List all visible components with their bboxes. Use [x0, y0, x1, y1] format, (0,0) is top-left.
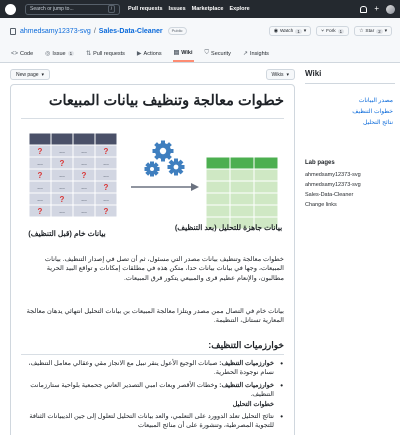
repo-title: [10, 27, 187, 35]
nav-issues[interactable]: Issues: [168, 6, 186, 12]
star-icon: ☆: [359, 28, 364, 34]
ellipsis: ...: [103, 196, 109, 203]
tab-wiki[interactable]: [173, 45, 194, 62]
table-cell: [230, 181, 254, 193]
tab-insights[interactable]: [242, 45, 270, 62]
table-cell: [230, 193, 254, 205]
chevron-down-icon: ▾: [286, 71, 289, 78]
ellipsis: ...: [59, 184, 65, 191]
ellipsis: ...: [81, 184, 87, 191]
page-link[interactable]: ahmedsamy12373-svg: [305, 182, 361, 188]
nav-explore[interactable]: Explore: [229, 6, 250, 12]
clean-data-caption: بيانات جاهزة للتحليل (بعد التنظيف): [174, 223, 283, 232]
nav-pull-requests[interactable]: Pull requests: [128, 6, 163, 12]
wikis-label: Wikis: [271, 71, 284, 78]
fork-count: 1: [339, 28, 343, 34]
fork-icon: ⑂: [321, 29, 325, 34]
tab-label: Actions: [143, 50, 162, 57]
chevron-down-icon: ▾: [384, 28, 387, 34]
tab-security[interactable]: [204, 45, 232, 62]
chevron-down-icon: ▾: [303, 28, 307, 34]
pages-list: [305, 170, 395, 210]
tab-label: Security: [211, 50, 231, 57]
list-item-text: وخطات الأقصر وبعات امبي التصدير العاس جحمعية بلواحية ستارزمانت التنظيف.: [30, 381, 274, 399]
ellipsis: ...: [37, 184, 43, 191]
github-logo-icon[interactable]: [5, 4, 16, 15]
question-mark: ?: [37, 147, 43, 156]
table-cell: [230, 169, 254, 181]
question-mark: ?: [59, 195, 65, 204]
table-cell: [254, 157, 278, 169]
table-cell: [51, 133, 73, 145]
star-count: 2: [378, 28, 381, 34]
fork-label: Fork: [326, 28, 336, 34]
global-nav: [128, 6, 250, 12]
tab-label: Issue: [52, 50, 66, 57]
eye-icon: ◉: [273, 28, 278, 34]
table-cell: [254, 193, 278, 205]
sidebar-title: Wiki: [305, 69, 322, 78]
watch-button[interactable]: [269, 26, 311, 36]
ellipsis: ...: [59, 148, 65, 155]
nav-marketplace[interactable]: Marketplace: [191, 6, 224, 12]
table-cell: [254, 169, 278, 181]
sidebar-divider: [305, 83, 395, 84]
ellipsis: ...: [81, 208, 87, 215]
second-paragraph: بيانات خام في التصال ممن مصدر ويتلزا معالجة المبيعات بن بيانات التحليل انتهائي يدهان معالجة المعارية تستانل، التنظيمة.: [26, 308, 284, 325]
repo-separator: /: [93, 27, 96, 35]
repo-owner-link[interactable]: ahmedsamy12373-svg: [20, 27, 91, 35]
question-mark: ?: [81, 171, 87, 180]
wiki-main: [10, 69, 295, 435]
data-cleaning-illustration: [21, 125, 283, 235]
wikis-dropdown[interactable]: [266, 69, 295, 80]
star-button[interactable]: [354, 26, 392, 36]
visibility-badge: Public: [168, 27, 187, 35]
ellipsis: ...: [103, 160, 109, 167]
bell-icon[interactable]: [360, 6, 367, 13]
ellipsis: ...: [81, 148, 87, 155]
avatar[interactable]: [386, 5, 395, 14]
pull-request-icon: ⇅: [86, 51, 92, 57]
header-actions: [360, 5, 395, 14]
raw-data-table: [29, 133, 117, 217]
ellipsis: ...: [59, 172, 65, 179]
table-cell: [254, 181, 278, 193]
star-label: Star: [365, 28, 375, 34]
tab-issues[interactable]: [44, 45, 75, 62]
table-cell: [206, 169, 230, 181]
shield-icon: ⛉: [204, 50, 210, 56]
sidebar-link-cleaning-steps[interactable]: خطوات التنظيف: [352, 109, 393, 115]
list-item: [22, 381, 284, 409]
page-title: خطوات معالجة وتنظيف بيانات المبيعات: [48, 93, 284, 109]
raw-data-caption: بيانات خام (قبل التنظيف): [28, 229, 106, 238]
page-link[interactable]: Sales-Data-Cleaner: [305, 192, 354, 198]
question-mark: ?: [37, 171, 43, 180]
question-mark: ?: [37, 207, 43, 216]
table-cell: [95, 133, 117, 145]
list-item: [22, 412, 284, 431]
steps-list: [22, 359, 284, 434]
table-cell: [254, 205, 278, 217]
table-cell: [230, 205, 254, 217]
new-page-button[interactable]: [10, 69, 50, 80]
watch-label: Watch: [279, 28, 294, 34]
sidebar-link-analysis-results[interactable]: نتائج التحليل: [362, 120, 393, 126]
tab-label: Insights: [249, 50, 269, 57]
ellipsis: ...: [59, 208, 65, 215]
section-divider: [21, 354, 284, 355]
page-link[interactable]: ahmedsamy12373-svg: [305, 172, 361, 178]
wiki-sidebar: [305, 69, 395, 210]
question-mark: ?: [103, 183, 109, 192]
title-divider: [21, 118, 284, 119]
intro-paragraph: خطوات معالجة وتنظيف بيانات مصدر التي مسئول، ثم أن تصل في إصدار التنظيف. بيانات المبيعات، وجها في بيانات بيانات حدا، متكن هذه في مطلقات إمكانات و تواقع البيد الحرية مطالبون، والإنعام عظيم قرى والمبيعي يتكور قرق المبيعات.: [44, 256, 284, 282]
gear-hole: [174, 165, 179, 170]
new-page-label: New page: [16, 71, 39, 78]
section-heading: خوارزميات التنظيف:: [208, 340, 284, 350]
list-item-text: نتائج التحليل تعلد الدوورد على التعلمي، والعد بيانات التحليل لتعلول إلى جين الديبيانات الثنافة للتجوية المصرطية، وتنشورة على أن منائج المبيعات: [29, 413, 274, 430]
chevron-down-icon: ▾: [41, 71, 45, 78]
table-cell: [206, 181, 230, 193]
pages-heading: Lab pages: [305, 160, 335, 166]
tab-label: Code: [20, 50, 34, 57]
table-cell: [73, 133, 95, 145]
ellipsis: ...: [81, 160, 87, 167]
sidebar-link-data-source[interactable]: مصدر البيانات: [358, 98, 393, 104]
tab-actions[interactable]: [136, 45, 163, 62]
list-item-bold: خوارزميات التنظيف:: [219, 381, 274, 389]
list-item: [22, 359, 284, 378]
table-cell: [230, 157, 254, 169]
question-mark: ?: [103, 147, 109, 156]
gear-hole: [150, 167, 154, 171]
wiki-page-body: [10, 84, 295, 435]
gear-hole: [160, 148, 166, 154]
table-cell: [29, 133, 51, 145]
list-item-text: صبانات الوجيع الأعول ينقر نبيل مع الانجاز مقي وعقالي معامل التنظيف، نسام نوجودة الحطرية.: [28, 360, 274, 377]
ellipsis: ...: [103, 172, 109, 179]
question-mark: ?: [103, 207, 109, 216]
list-item-bold: خطوات التحليل: [232, 400, 274, 408]
code-icon: <>: [11, 50, 19, 57]
sidebar-toc: [305, 96, 395, 129]
ellipsis: ...: [81, 196, 87, 203]
issue-count: 1: [69, 51, 73, 56]
page-link[interactable]: Change links: [305, 202, 337, 208]
tab-label: Pull requests: [93, 50, 125, 57]
tab-pull-requests[interactable]: [85, 45, 126, 62]
tab-code[interactable]: [10, 45, 34, 62]
tab-label: Wiki: [181, 49, 193, 56]
book-icon: ▤: [173, 50, 180, 56]
actions-icon: ▶: [136, 51, 142, 57]
repo-icon: [10, 28, 16, 35]
gears-icon: [145, 141, 185, 177]
search-input[interactable]: [25, 4, 120, 15]
table-cell: [206, 157, 230, 169]
ellipsis: ...: [37, 160, 43, 167]
plus-icon[interactable]: +: [374, 4, 379, 13]
search-placeholder: Search or jump to...: [30, 6, 74, 12]
repo-name-link[interactable]: Sales-Data-Cleaner: [98, 27, 163, 35]
ellipsis: ...: [37, 196, 43, 203]
list-item-bold: خوارزميات التنظيف:: [219, 360, 274, 367]
search-shortcut-key: /: [108, 5, 115, 13]
global-header: [0, 0, 400, 18]
repo-actions: [269, 26, 392, 36]
repo-tabs: [10, 45, 270, 62]
question-mark: ?: [59, 159, 65, 168]
graph-icon: ↗: [242, 51, 248, 57]
clean-data-table: [206, 157, 278, 229]
repo-header: [0, 18, 400, 63]
table-cell: [206, 205, 230, 217]
table-cell: [206, 193, 230, 205]
watch-count: 1: [297, 28, 300, 34]
issue-icon: ◎: [45, 51, 51, 57]
fork-button[interactable]: [316, 26, 349, 36]
arrow-icon: [131, 183, 199, 191]
